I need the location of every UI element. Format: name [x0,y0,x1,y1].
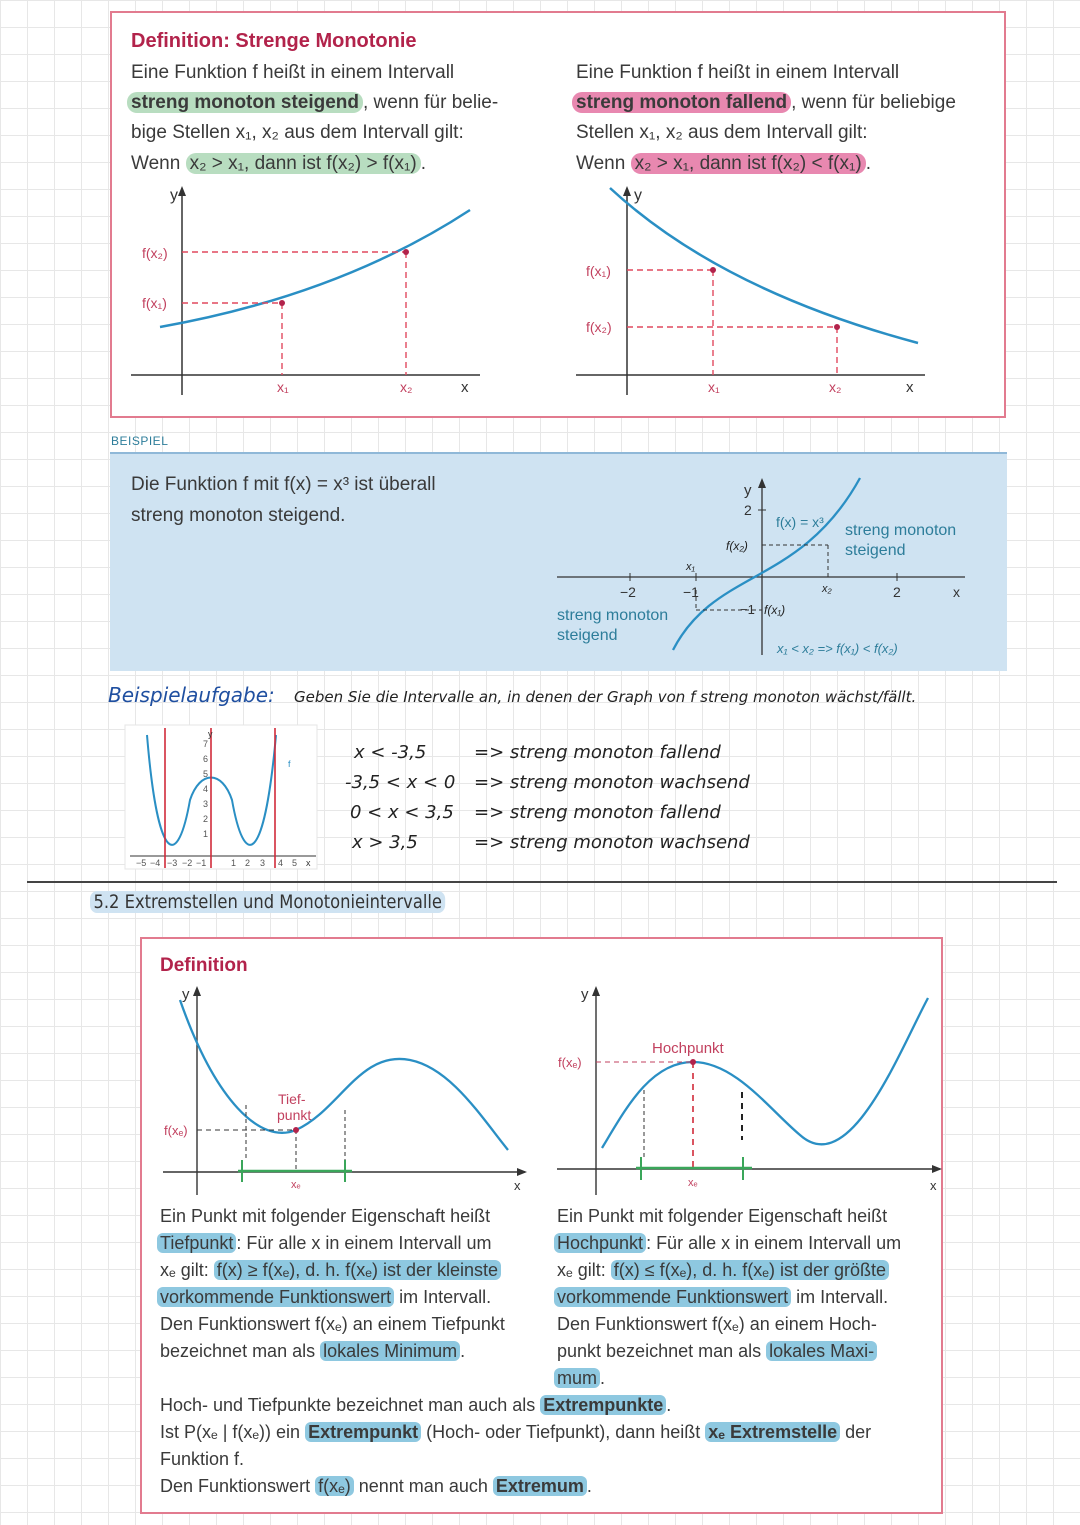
def-right-line1: Eine Funktion f heißt in einem Intervall [576,62,900,83]
hoch-text-line6: punkt bezeichnet man als lokales Maxi- [557,1341,877,1362]
hoch-text-line3: xₑ gilt: f(x) ≤ f(xₑ), d. h. f(xₑ) ist der größte [557,1260,889,1281]
hoch-fxe-label: f(xₑ) [558,1055,582,1070]
section-heading: 5.2 Extremstellen und Monotonieintervalle [90,891,445,913]
tief-text-line3: xₑ gilt: f(x) ≥ f(xₑ), d. h. f(xₑ) ist der kleinste [160,1260,501,1281]
hoch-label: Hochpunkt [652,1040,724,1057]
mini-ytick-6: 6 [203,754,209,764]
tief-y-label: y [182,986,190,1003]
mini-xtick-m1: −1 [196,858,207,868]
example-label: BEISPIEL [111,434,169,448]
term-extrempunkt: Extrempunkt [305,1422,421,1442]
cubic-xm2-label: −2 [620,584,636,600]
fx2-label: f(x₂) [142,245,168,261]
cubic-y2-label: 2 [744,502,752,518]
tief-curve [180,1000,508,1150]
mini-xtick-m3: −3 [167,858,178,868]
cubic-function-label: f(x) = x³ [776,514,824,530]
x-label: x [461,379,469,396]
task-question: Geben Sie die Intervalle an, in denen der Graph von f streng monoton wächst/fällt. [294,688,917,706]
mini-y-label: y [208,729,213,739]
mini-ytick-1: 1 [203,829,209,839]
cubic-y-label: y [744,482,752,499]
condition-fallend: x₂ > x₁, dann ist f(x₂) < f(x₁) [631,153,866,174]
term-tiefpunkt: Tiefpunkt [157,1233,236,1253]
term-steigend: streng monoton steigend [127,92,363,113]
cubic-x1-label: x₁ [686,561,695,573]
term-extremstelle: xₑ Extremstelle [705,1422,840,1442]
cubic-x-label: x [953,584,960,600]
condition-steigend: x₂ > x₁, dann ist f(x₂) > f(x₁) [186,153,421,174]
hoch-text-line7: mum . [554,1368,605,1389]
tief-xe-label: xₑ [291,1179,301,1191]
task-result-1: => streng monoton fallend [474,742,721,763]
mini-xtick-m2: −2 [182,858,193,868]
mini-xtick-5: 5 [292,858,298,868]
term-lokales-maximum: lokales Maxi- [766,1341,877,1361]
hoch-point [690,1059,696,1065]
task-result-4: => streng monoton wachsend [474,832,750,853]
y-label-right: y [634,187,642,204]
term-lokales-minimum: lokales Minimum [320,1341,460,1361]
task-label: Beispielaufgabe: [108,683,275,707]
right-x-label: x [906,379,914,396]
tief-text-line5: Den Funktionswert f(xₑ) an einem Tiefpunkt [160,1314,505,1334]
mini-f-label: f [288,759,291,769]
definition-title: Definition: Strenge Monotonie [131,30,417,52]
task-result-3: => streng monoton fallend [474,802,721,823]
fx1-label: f(x₁) [142,295,167,311]
tief-fxe-label: f(xₑ) [164,1123,188,1138]
x1-label: x₁ [277,379,289,395]
hoch-y-label: y [581,986,589,1003]
cubic-x2-label: x₂ [822,583,832,595]
def-left-line3: bige Stellen x₁, x₂ aus dem Intervall gilt: [131,122,464,143]
def-right-line2: streng monoton fallend , wenn für beliebige [572,92,956,114]
tief-label-2: punkt [277,1107,312,1123]
tief-point [293,1127,299,1133]
hoch-xe-label: xₑ [688,1177,698,1189]
extrema-def-title: Definition [160,955,248,976]
mini-xtick-1: 1 [231,858,237,868]
mini-xtick-4: 4 [278,858,284,868]
cubic-fx2-label: f(x₂) [726,539,748,553]
hoch-x-arrow [932,1165,942,1173]
task-cond-2: -3,5 < x < 0 [345,772,456,793]
term-extrempunkte: Extrempunkte [540,1395,666,1415]
cubic-fx1-label: f(x₁) [764,603,786,617]
tief-x-arrow [517,1168,527,1176]
mini-ytick-5: 5 [203,769,209,779]
mini-ytick-2: 2 [203,814,209,824]
def-left-line4: Wenn x₂ > x₁, dann ist f(x₂) > f(x₁) . [131,153,426,174]
mini-ytick-7: 7 [203,739,209,749]
mini-xtick-m5: −5 [136,858,147,868]
mini-ytick-4: 4 [203,784,209,794]
hoch-text-line4: vorkommende Funktionswert im Intervall. [554,1287,888,1308]
mini-xtick-2: 2 [245,858,251,868]
bottom-line3: Funktion f. [160,1449,245,1469]
tief-text-line6: bezeichnet man als lokales Minimum . [160,1341,466,1361]
task-result-2: => streng monoton wachsend [474,772,750,793]
example-line1: Die Funktion f mit f(x) = x³ ist überall [131,474,436,495]
example-line2: streng monoton steigend. [131,505,346,526]
task-cond-1: x < -3,5 [354,742,427,763]
tief-text-line2: Tiefpunkt : Für alle x in einem Intervall um [157,1233,491,1254]
right-fx1-label: f(x₁) [586,263,611,279]
tief-text-line1: Ein Punkt mit folgender Eigenschaft heißt [160,1206,491,1226]
mini-ytick-3: 3 [203,799,209,809]
cubic-left-label-2: steigend [557,627,618,644]
tief-text-line4: vorkommende Funktionswert im Intervall. [157,1287,491,1308]
cubic-right-label-2: steigend [845,542,906,559]
cubic-left-label-1: streng monoton [557,607,669,624]
bottom-line1: Hoch- und Tiefpunkte bezeichnet man auch als Extrempunkte . [160,1395,672,1415]
x2-label: x₂ [400,379,413,395]
mini-x-label: x [306,858,311,868]
mini-xtick-3: 3 [260,858,266,868]
hoch-curve [602,998,928,1148]
hoch-y-arrow [592,986,600,996]
cubic-ym1-label: −1 [740,602,755,617]
def-right-line3: Stellen x₁, x₂ aus dem Intervall gilt: [576,122,868,143]
hoch-text-line2: Hochpunkt : Für alle x in einem Intervall um [554,1233,901,1254]
right-x2-label: x₂ [829,379,842,395]
task-cond-3: 0 < x < 3,5 [350,802,454,823]
cubic-conclusion: x₁ < x₂ => f(x₁) < f(x₂) [777,641,898,656]
term-hochpunkt: Hochpunkt [554,1233,646,1253]
def-left-line1: Eine Funktion f heißt in einem Intervall [131,62,455,83]
hoch-text-line5: Den Funktionswert f(xₑ) an einem Hoch- [557,1314,877,1334]
term-fallend: streng monoton fallend [572,92,791,113]
cubic-xm1-label: −1 [683,584,699,600]
cubic-x2tick-label: 2 [893,584,901,600]
cubic-right-label-1: streng monoton [845,522,957,539]
tief-label-1: Tief- [278,1091,306,1107]
def-right-line4: Wenn x₂ > x₁, dann ist f(x₂) < f(x₁) . [576,153,871,174]
def-left-line2: streng monoton steigend , wenn für belie- [127,92,498,114]
task-cond-4: x > 3,5 [352,832,418,853]
mini-xtick-m4: −4 [150,858,161,868]
bottom-line2: Ist P(xₑ | f(xₑ)) ein Extrempunkt (Hoch- oder Tiefpunkt), dann heißt xₑ Extremstelle der [160,1422,872,1442]
hoch-text-line1: Ein Punkt mit folgender Eigenschaft heißt [557,1206,888,1226]
term-extremum: Extremum [493,1476,587,1496]
hoch-x-label: x [930,1178,937,1193]
bottom-line4: Den Funktionswert f(xₑ) nennt man auch Extremum . [160,1476,592,1496]
tief-x-label: x [514,1178,521,1193]
right-fx2-label: f(x₂) [586,319,612,335]
tief-y-arrow [193,986,201,996]
y-label: y [170,187,178,204]
right-x1-label: x₁ [708,379,720,395]
